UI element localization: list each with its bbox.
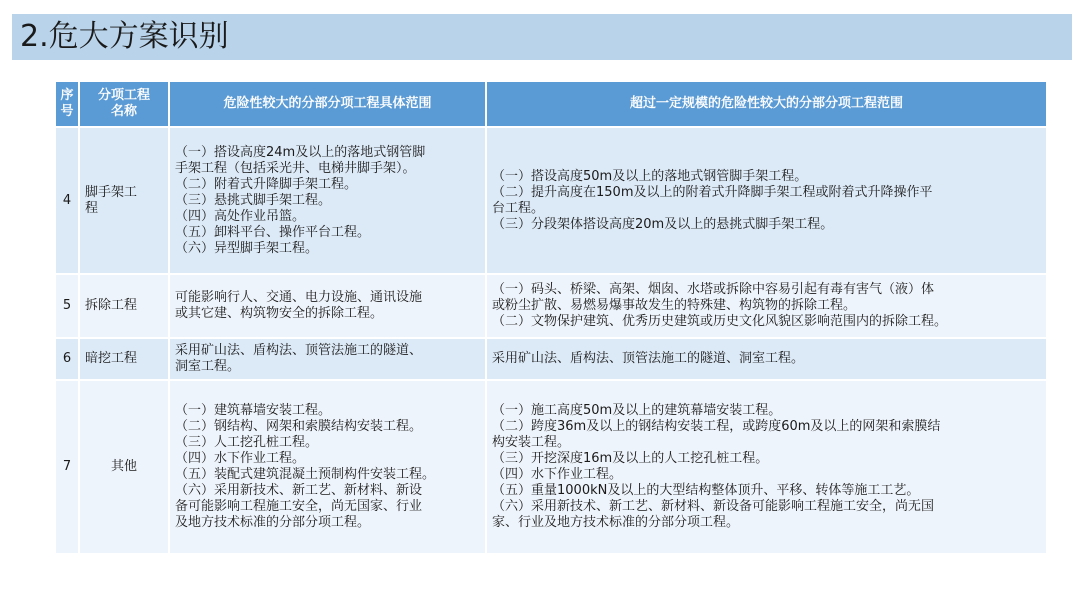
large-scope-line: 台工程。 [492,200,545,216]
header-large-scope: 超过一定规模的危险性较大的分部分项工程范围 [487,82,1046,126]
scope-line: （二）钢结构、网架和索膜结构安装工程。 [175,419,423,434]
risk-table [54,80,1048,555]
large-scope-line: （一）搭设高度50m及以上的落地式钢管脚手架工程。 [492,168,808,184]
large-scope-line: （一）施工高度50m及以上的建筑幕墙安装工程。 [492,403,782,418]
row-name [80,128,168,273]
large-scope-line: 或粉尘扩散、易燃易爆事故发生的特殊建、构筑物的拆除工程。 [492,298,857,313]
scope-line: （三）人工挖孔桩工程。 [175,435,319,450]
row-name-line1: 暗挖工程 [85,351,138,366]
table-row [56,381,1046,553]
scope-line: （二）附着式升降脚手架工程。 [175,176,358,192]
header-num-line2: 号 [60,104,74,119]
scope-line: （六）采用新技术、新工艺、新材料、新设 [175,483,423,498]
row-num: 7 [56,381,78,553]
row-name-line1: 其他 [110,459,137,474]
large-scope-line: （一）码头、桥梁、高架、烟囱、水塔或拆除中容易引起有毒有害气（液）体 [492,282,935,297]
scope-line: （五）卸料平台、操作平台工程。 [175,224,371,240]
large-scope-line: （二）提升高度在150m及以上的附着式升降脚手架工程或附着式升降操作平 [492,184,933,200]
scope-line: 洞室工程。 [175,359,241,374]
page-title: 2.危大方案识别 [20,19,229,54]
scope-line: 及地方技术标准的分部分项工程。 [175,515,371,530]
large-scope-line: 构安装工程。 [492,435,571,450]
table-row [56,275,1046,337]
header-name-line2: 名称 [110,104,137,119]
scope-line: （五）装配式建筑混凝土预制构件安装工程。 [175,467,436,482]
row-large-scope [487,381,1046,553]
large-scope-line: （二）文物保护建筑、优秀历史建筑或历史文化风貌区影响范围内的拆除工程。 [492,314,948,329]
row-name [80,381,168,553]
scope-line: 备可能影响工程施工安全，尚无国家、行业 [175,499,423,514]
large-scope-line: （二）跨度36m及以上的钢结构安装工程，或跨度60m及以上的网架和索膜结 [492,419,941,434]
scope-line: （四）高处作业吊篮。 [175,208,306,224]
scope-line: （一）建筑幕墙安装工程。 [175,403,332,418]
row-name-line1: 拆除工程 [85,298,138,313]
scope-line: 可能影响行人、交通、电力设施、通讯设施 [175,290,423,305]
header-num-line1: 序 [60,88,74,103]
large-scope-line: （三）分段架体搭设高度20m及以上的悬挑式脚手架工程。 [492,216,834,232]
scope-line: （三）悬挑式脚手架工程。 [175,192,332,208]
row-large-scope [487,128,1046,273]
table-row [56,128,1046,273]
large-scope-line: 家、行业及地方技术标准的分部分项工程。 [492,515,740,530]
row-name [80,339,168,379]
row-scope [170,381,485,553]
large-scope-line: （六）采用新技术、新工艺、新材料、新设备可能影响工程施工安全，尚无国 [492,499,935,514]
table-row [56,339,1046,379]
row-large-scope [487,275,1046,337]
large-scope-line: 采用矿山法、盾构法、顶管法施工的隧道、洞室工程。 [492,351,805,366]
header-num [56,82,78,126]
scope-line: 手架工程（包括采光井、电梯井脚手架）。 [175,160,416,176]
header-scope: 危险性较大的分部分项工程具体范围 [170,82,485,126]
row-scope [170,275,485,337]
large-scope-line: （三）开挖深度16m及以上的人工挖孔桩工程。 [492,451,769,466]
row-scope [170,339,485,379]
scope-line: （四）水下作业工程。 [175,451,306,466]
row-scope [170,128,485,273]
row-num: 6 [56,339,78,379]
row-name [80,275,168,337]
row-name-line2: 程 [85,200,99,216]
scope-line: 或其它建、构筑物安全的拆除工程。 [175,306,384,321]
table-header-row [56,82,1046,126]
header-name [80,82,168,126]
scope-line: （一）搭设高度24m及以上的落地式钢管脚 [175,144,426,160]
large-scope-line: （四）水下作业工程。 [492,467,623,482]
scope-line: 采用矿山法、盾构法、顶管法施工的隧道、 [175,343,423,358]
row-num: 4 [56,128,78,273]
row-name-line1: 脚手架工 [85,184,138,200]
scope-line: （六）异型脚手架工程。 [175,240,319,256]
header-name-line1: 分项工程 [97,88,150,103]
large-scope-line: （五）重量1000kN及以上的大型结构整体顶升、平移、转体等施工工艺。 [492,483,920,498]
row-large-scope [487,339,1046,379]
row-num: 5 [56,275,78,337]
